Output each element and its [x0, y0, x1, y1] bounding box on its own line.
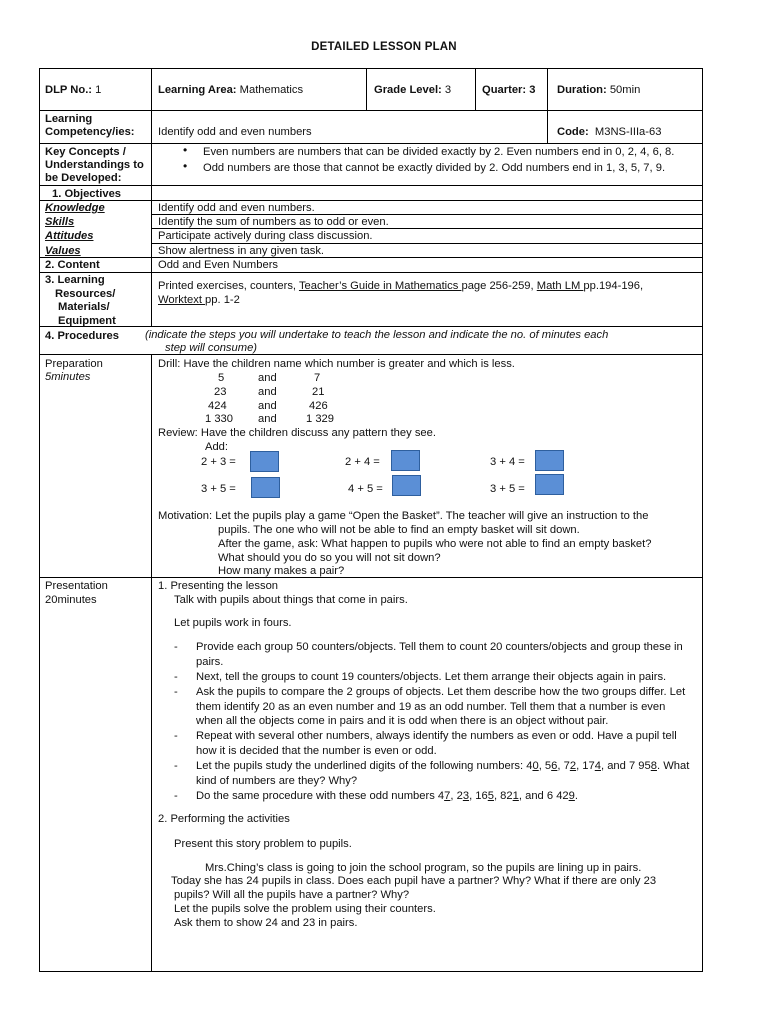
objective-value: Participate actively during class discussion. [158, 230, 373, 242]
competency-code [557, 125, 661, 139]
story-line: Mrs.Ching’s class is going to join the school program, so the pupils are lining up in pairs. [205, 862, 642, 874]
col-divider [547, 68, 548, 143]
resources-text: pp.194-196, [583, 280, 644, 292]
answer-box [250, 451, 279, 472]
quarter: Quarter: 3 [482, 84, 536, 96]
drill-number: 23 [214, 386, 227, 398]
row-divider [39, 110, 703, 111]
story-line: Today she has 24 pupils in class. Does each pupil have a partner? Why? What if there are only 23 [171, 875, 657, 887]
row-divider [39, 354, 703, 355]
objective-label-knowledge: Knowledge [45, 202, 105, 214]
drill-and: and [258, 400, 277, 412]
objective-label-values: Values [45, 245, 81, 257]
resources-text: Printed exercises, counters, [158, 280, 299, 292]
item-text: Do the same procedure with these odd numbers 4 [196, 790, 445, 802]
objectives-heading: 1. Objectives [52, 188, 122, 200]
item-text: . [574, 790, 578, 802]
dash-marker: - [174, 790, 178, 802]
objective-value: Identify odd and even numbers. [158, 202, 315, 214]
answer-box [251, 477, 280, 498]
objective-label-skills: Skills [45, 216, 75, 228]
table-border-left [39, 68, 40, 972]
dash-marker: - [174, 641, 178, 653]
bullet-icon: • [183, 143, 188, 157]
drill-number: 1 330 [205, 413, 233, 425]
motivation-line: What should you do so you will not sit down? [218, 552, 441, 564]
underlined-digit: 7 [444, 790, 451, 802]
grade-label: Grade Level: [374, 84, 442, 96]
sum-expression: 3 + 4 = [490, 456, 525, 468]
table-border-right [702, 68, 703, 972]
dlp-value: 1 [95, 84, 102, 96]
teachers-guide-link: Teacher’s Guide in Mathematics [298, 280, 462, 292]
underlined-digit: 1 [512, 790, 519, 802]
procedure-item: Repeat with several other numbers, always identify the numbers as even or odd. Have a pupil tell [196, 730, 677, 742]
sum-expression: 2 + 4 = [345, 456, 380, 468]
code-label: Code: [557, 126, 589, 138]
procedures-label: 4. Procedures [45, 330, 119, 342]
procedure-item: how it is decided that the number is even or odd. [196, 745, 437, 757]
resources-label-2: Resources/ [55, 288, 116, 300]
sum-expression: 3 + 5 = [490, 483, 525, 495]
item-text: , 5 [538, 760, 552, 772]
row-divider [39, 185, 703, 186]
objective-value: Show alertness in any given task. [158, 245, 325, 257]
key-concept-bullet: Odd numbers are those that cannot be exactly divided by 2. Odd numbers end in 1, 3, 5, 7, 9. [203, 162, 666, 174]
item-text: . What [656, 760, 690, 772]
underlined-digit: 3 [462, 790, 470, 802]
item-text: , 82 [493, 790, 513, 802]
procedure-item: Provide each group 50 counters/objects. Tell them to count 20 counters/objects and group these in [196, 641, 683, 653]
col-divider [366, 68, 367, 110]
underlined-digit: 9 [568, 790, 575, 802]
row-divider [39, 326, 703, 327]
resources-line-1 [158, 279, 643, 293]
story-line: pupils? Will all the pupils have a partner? Why? [174, 889, 410, 901]
procedure-item: when all the objects come in pairs and it is odd when there is an object without pair. [196, 715, 609, 727]
learning-area [158, 83, 303, 97]
item-text: , 17 [576, 760, 595, 772]
resources-text: pp. 1-2 [205, 294, 240, 306]
item-text: , and 7 95 [600, 760, 651, 772]
dash-marker: - [174, 730, 178, 742]
procedure-item: kind of numbers are they? Why? [196, 775, 358, 787]
row-divider [39, 577, 703, 578]
content-value: Odd and Even Numbers [158, 259, 279, 271]
procedures-note-1: (indicate the steps you will undertake to teach the lesson and indicate the no. of minutes each [145, 329, 609, 341]
resources-line-2 [158, 293, 240, 307]
item-text: , 16 [469, 790, 488, 802]
code-value: M3NS-IIIa-63 [594, 126, 662, 138]
duration-value: 50min [609, 84, 641, 96]
answer-box [535, 474, 564, 495]
key-concept-bullet: Even numbers are numbers that can be divided exactly by 2. Even numbers end in 0, 2, 4, 6, 8. [203, 146, 675, 158]
presentation-label: Presentation [45, 580, 108, 592]
item-text: , and 6 42 [518, 790, 569, 802]
procedure-item: Ask the pupils to compare the 2 groups of objects. Let them describe how the two groups differ. Let [196, 686, 686, 698]
dash-marker: - [174, 671, 178, 683]
drill-number: 21 [312, 386, 325, 398]
even-numbers-item [196, 759, 689, 773]
underlined-digit: 2 [569, 760, 577, 772]
item-text: , 7 [557, 760, 570, 772]
col-divider [151, 68, 152, 326]
procedures-note-2: step will consume) [165, 342, 258, 354]
grade-level [374, 83, 451, 97]
col-divider [151, 354, 152, 972]
presentation-text: Let pupils work in fours. [174, 617, 292, 629]
table-border-bottom [39, 971, 703, 972]
table-border-top [39, 68, 703, 69]
dlp-number [45, 83, 101, 97]
dash-marker: - [174, 686, 178, 698]
motivation-line: How many makes a pair? [218, 565, 345, 577]
duration [557, 83, 640, 97]
duration-label: Duration: [557, 84, 607, 96]
drill-text: Drill: Have the children name which number is greater and which is less. [158, 358, 515, 370]
item-text: Let the pupils study the underlined digits of the following numbers: 4 [196, 760, 533, 772]
presentation-minutes: 20minutes [45, 594, 97, 606]
drill-and: and [258, 386, 277, 398]
row-divider [39, 200, 703, 201]
competency-label-1: Learning [45, 113, 93, 125]
bullet-icon: • [183, 159, 188, 173]
area-value: Mathematics [239, 84, 304, 96]
area-label: Learning Area: [158, 84, 237, 96]
add-label: Add: [205, 441, 229, 453]
resources-label-4: Equipment [58, 315, 116, 327]
sum-expression: 4 + 5 = [348, 483, 383, 495]
row-divider [39, 257, 703, 258]
answer-box [535, 450, 564, 471]
drill-number: 424 [208, 400, 227, 412]
step-heading: 1. Presenting the lesson [158, 580, 279, 592]
resources-text: page 256-259, [461, 280, 537, 292]
objective-value: Identify the sum of numbers as to odd or even. [158, 216, 389, 228]
resources-label-3: Materials/ [58, 301, 110, 313]
competency-value: Identify odd and even numbers [158, 126, 312, 138]
key-concepts-label-1: Key Concepts / [45, 146, 126, 158]
objective-label-attitudes: Attitudes [45, 230, 94, 242]
underlined-digit: 6 [551, 760, 558, 772]
dash-marker: - [174, 760, 178, 772]
drill-number: 7 [314, 372, 321, 384]
presentation-text: Talk with pupils about things that come in pairs. [174, 594, 408, 606]
odd-numbers-item [196, 789, 578, 803]
drill-and: and [258, 413, 277, 425]
underlined-digit: 8 [650, 760, 657, 772]
answer-box [392, 475, 421, 496]
resources-label-1: 3. Learning [45, 274, 105, 286]
motivation-line: Motivation: Let the pupils play a game “Open the Basket”. The teacher will give an instruction to the [158, 510, 649, 522]
story-line: Ask them to show 24 and 23 in pairs. [174, 917, 358, 929]
underlined-digit: 0 [532, 760, 539, 772]
presentation-text: Present this story problem to pupils. [174, 838, 352, 850]
motivation-line: After the game, ask: What happen to pupils who were not able to find an empty basket? [218, 538, 652, 550]
col-divider [475, 68, 476, 110]
procedure-item: Next, tell the groups to count 19 counters/objects. Let them arrange their objects again in pairs. [196, 671, 667, 683]
document-title: DETAILED LESSON PLAN [311, 41, 457, 53]
preparation-minutes: 5minutes [45, 371, 91, 383]
underlined-digit: 5 [487, 790, 494, 802]
sum-expression: 2 + 3 = [201, 456, 236, 468]
key-concepts-label-2: Understandings to [45, 159, 144, 171]
competency-label-2: Competency/ies: [45, 126, 135, 138]
item-text: , 2 [450, 790, 463, 802]
worktext-link: Worktext [158, 294, 206, 306]
story-line: Let the pupils solve the problem using their counters. [174, 903, 436, 915]
step-heading: 2. Performing the activities [158, 813, 290, 825]
grade-value: 3 [444, 84, 452, 96]
key-concepts-label-3: be Developed: [45, 172, 122, 184]
row-divider [39, 143, 703, 144]
procedure-item: them identify 20 as an even number and 19 as an odd number. Tell them that a number is even [196, 701, 666, 713]
underlined-digit: 4 [594, 760, 601, 772]
drill-number: 426 [309, 400, 328, 412]
answer-box [391, 450, 420, 471]
math-lm-link: Math LM [536, 280, 584, 292]
drill-number: 5 [218, 372, 225, 384]
motivation-line: pupils. The one who will not be able to find an empty basket will sit down. [218, 524, 580, 536]
review-text: Review: Have the children discuss any pattern they see. [158, 427, 436, 439]
sum-expression: 3 + 5 = [201, 483, 236, 495]
dlp-label: DLP No.: [45, 84, 93, 96]
drill-number: 1 329 [306, 413, 334, 425]
row-divider [39, 272, 703, 273]
procedure-item: pairs. [196, 656, 224, 668]
drill-and: and [258, 372, 277, 384]
content-label: 2. Content [45, 259, 100, 271]
preparation-label: Preparation [45, 358, 103, 370]
